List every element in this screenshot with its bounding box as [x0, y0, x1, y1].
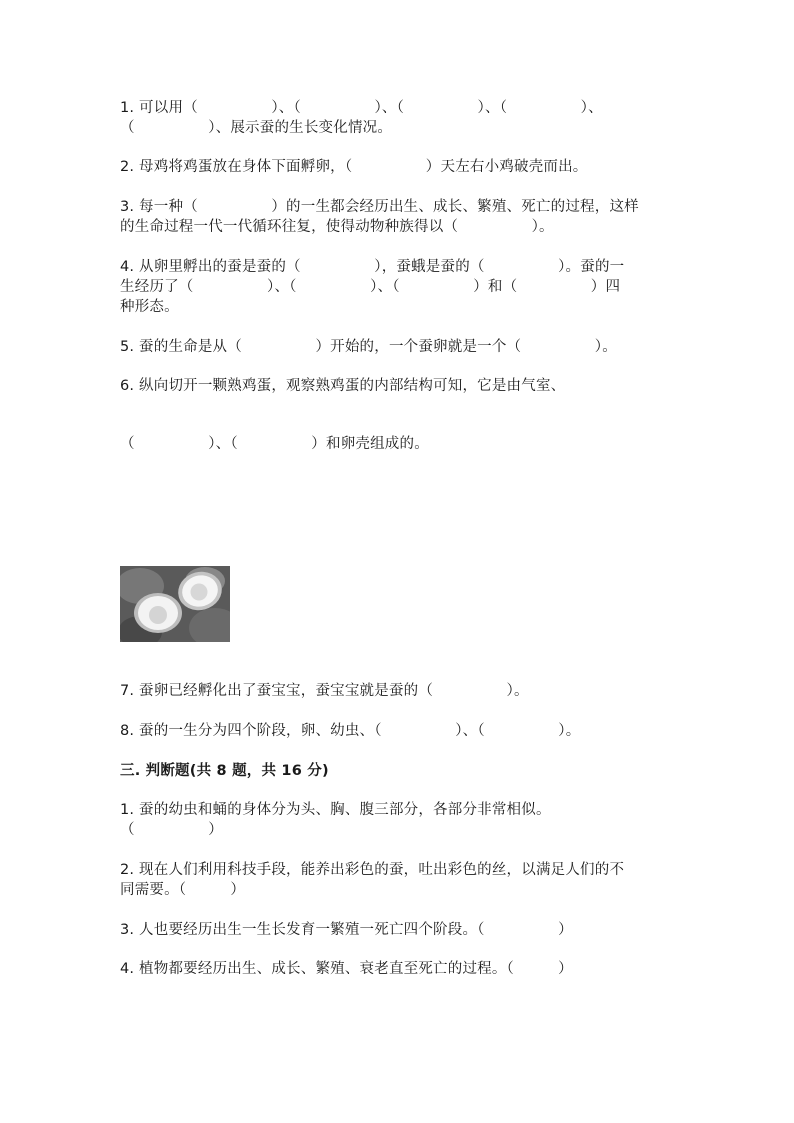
j2-line2: 同需要。（ ） [120, 882, 246, 898]
j4-line1: 4. 植物都要经历出生、成长、繁殖、衰老直至死亡的过程。（ ） [120, 961, 573, 977]
q6-line1: 6. 纵向切开一颗熟鸡蛋，观察熟鸡蛋的内部结构可知，它是由气室、 [120, 378, 566, 394]
q3-line2: 的生命过程一代一代循环往复，使得动物种族得以（ ）。 [120, 219, 554, 235]
egg-illustration [120, 566, 230, 642]
j2-line1: 2. 现在人们利用科技手段，能养出彩色的蚕，吐出彩色的丝，以满足人们的不 [120, 862, 625, 878]
q1-line1: 1. 可以用（ ）、（ ）、（ ）、（ ）、 [120, 100, 603, 116]
j1-line1: 1. 蚕的幼虫和蛹的身体分为头、胸、腹三部分，各部分非常相似。 [120, 802, 551, 818]
section-heading-judge: 三. 判断题(共 8 题，共 16 分) [120, 763, 329, 779]
q7-line1: 7. 蚕卵已经孵化出了蚕宝宝，蚕宝宝就是蚕的（ ）。 [120, 683, 529, 699]
q8-line1: 8. 蚕的一生分为四个阶段，卵、幼虫、（ ）、（ ）。 [120, 723, 581, 739]
q5-line1: 5. 蚕的生命是从（ ）开始的，一个蚕卵就是一个（ ）。 [120, 339, 617, 355]
q4-line3: 种形态。 [120, 299, 179, 315]
q4-line1: 4. 从卵里孵出的蚕是蚕的（ ），蚕蛾是蚕的（ ）。蚕的一 [120, 259, 625, 275]
q6-line2: （ ）、（ ）和卵壳组成的。 [120, 436, 429, 452]
boiled-egg-photo [120, 566, 230, 642]
j3-line1: 3. 人也要经历出生一生长发育一繁殖一死亡四个阶段。（ ） [120, 922, 573, 938]
q2-line1: 2. 母鸡将鸡蛋放在身体下面孵卵，（ ）天左右小鸡破壳而出。 [120, 159, 588, 175]
q3-line1: 3. 每一种（ ）的一生都会经历出生、成长、繁殖、死亡的过程，这样 [120, 199, 639, 215]
q4-line2: 生经历了（ ）、（ ）、（ ）和（ ）四 [120, 279, 621, 295]
q1-line2: （ ）、展示蚕的生长变化情况。 [120, 120, 393, 136]
j1-line2: （ ） [120, 822, 223, 838]
